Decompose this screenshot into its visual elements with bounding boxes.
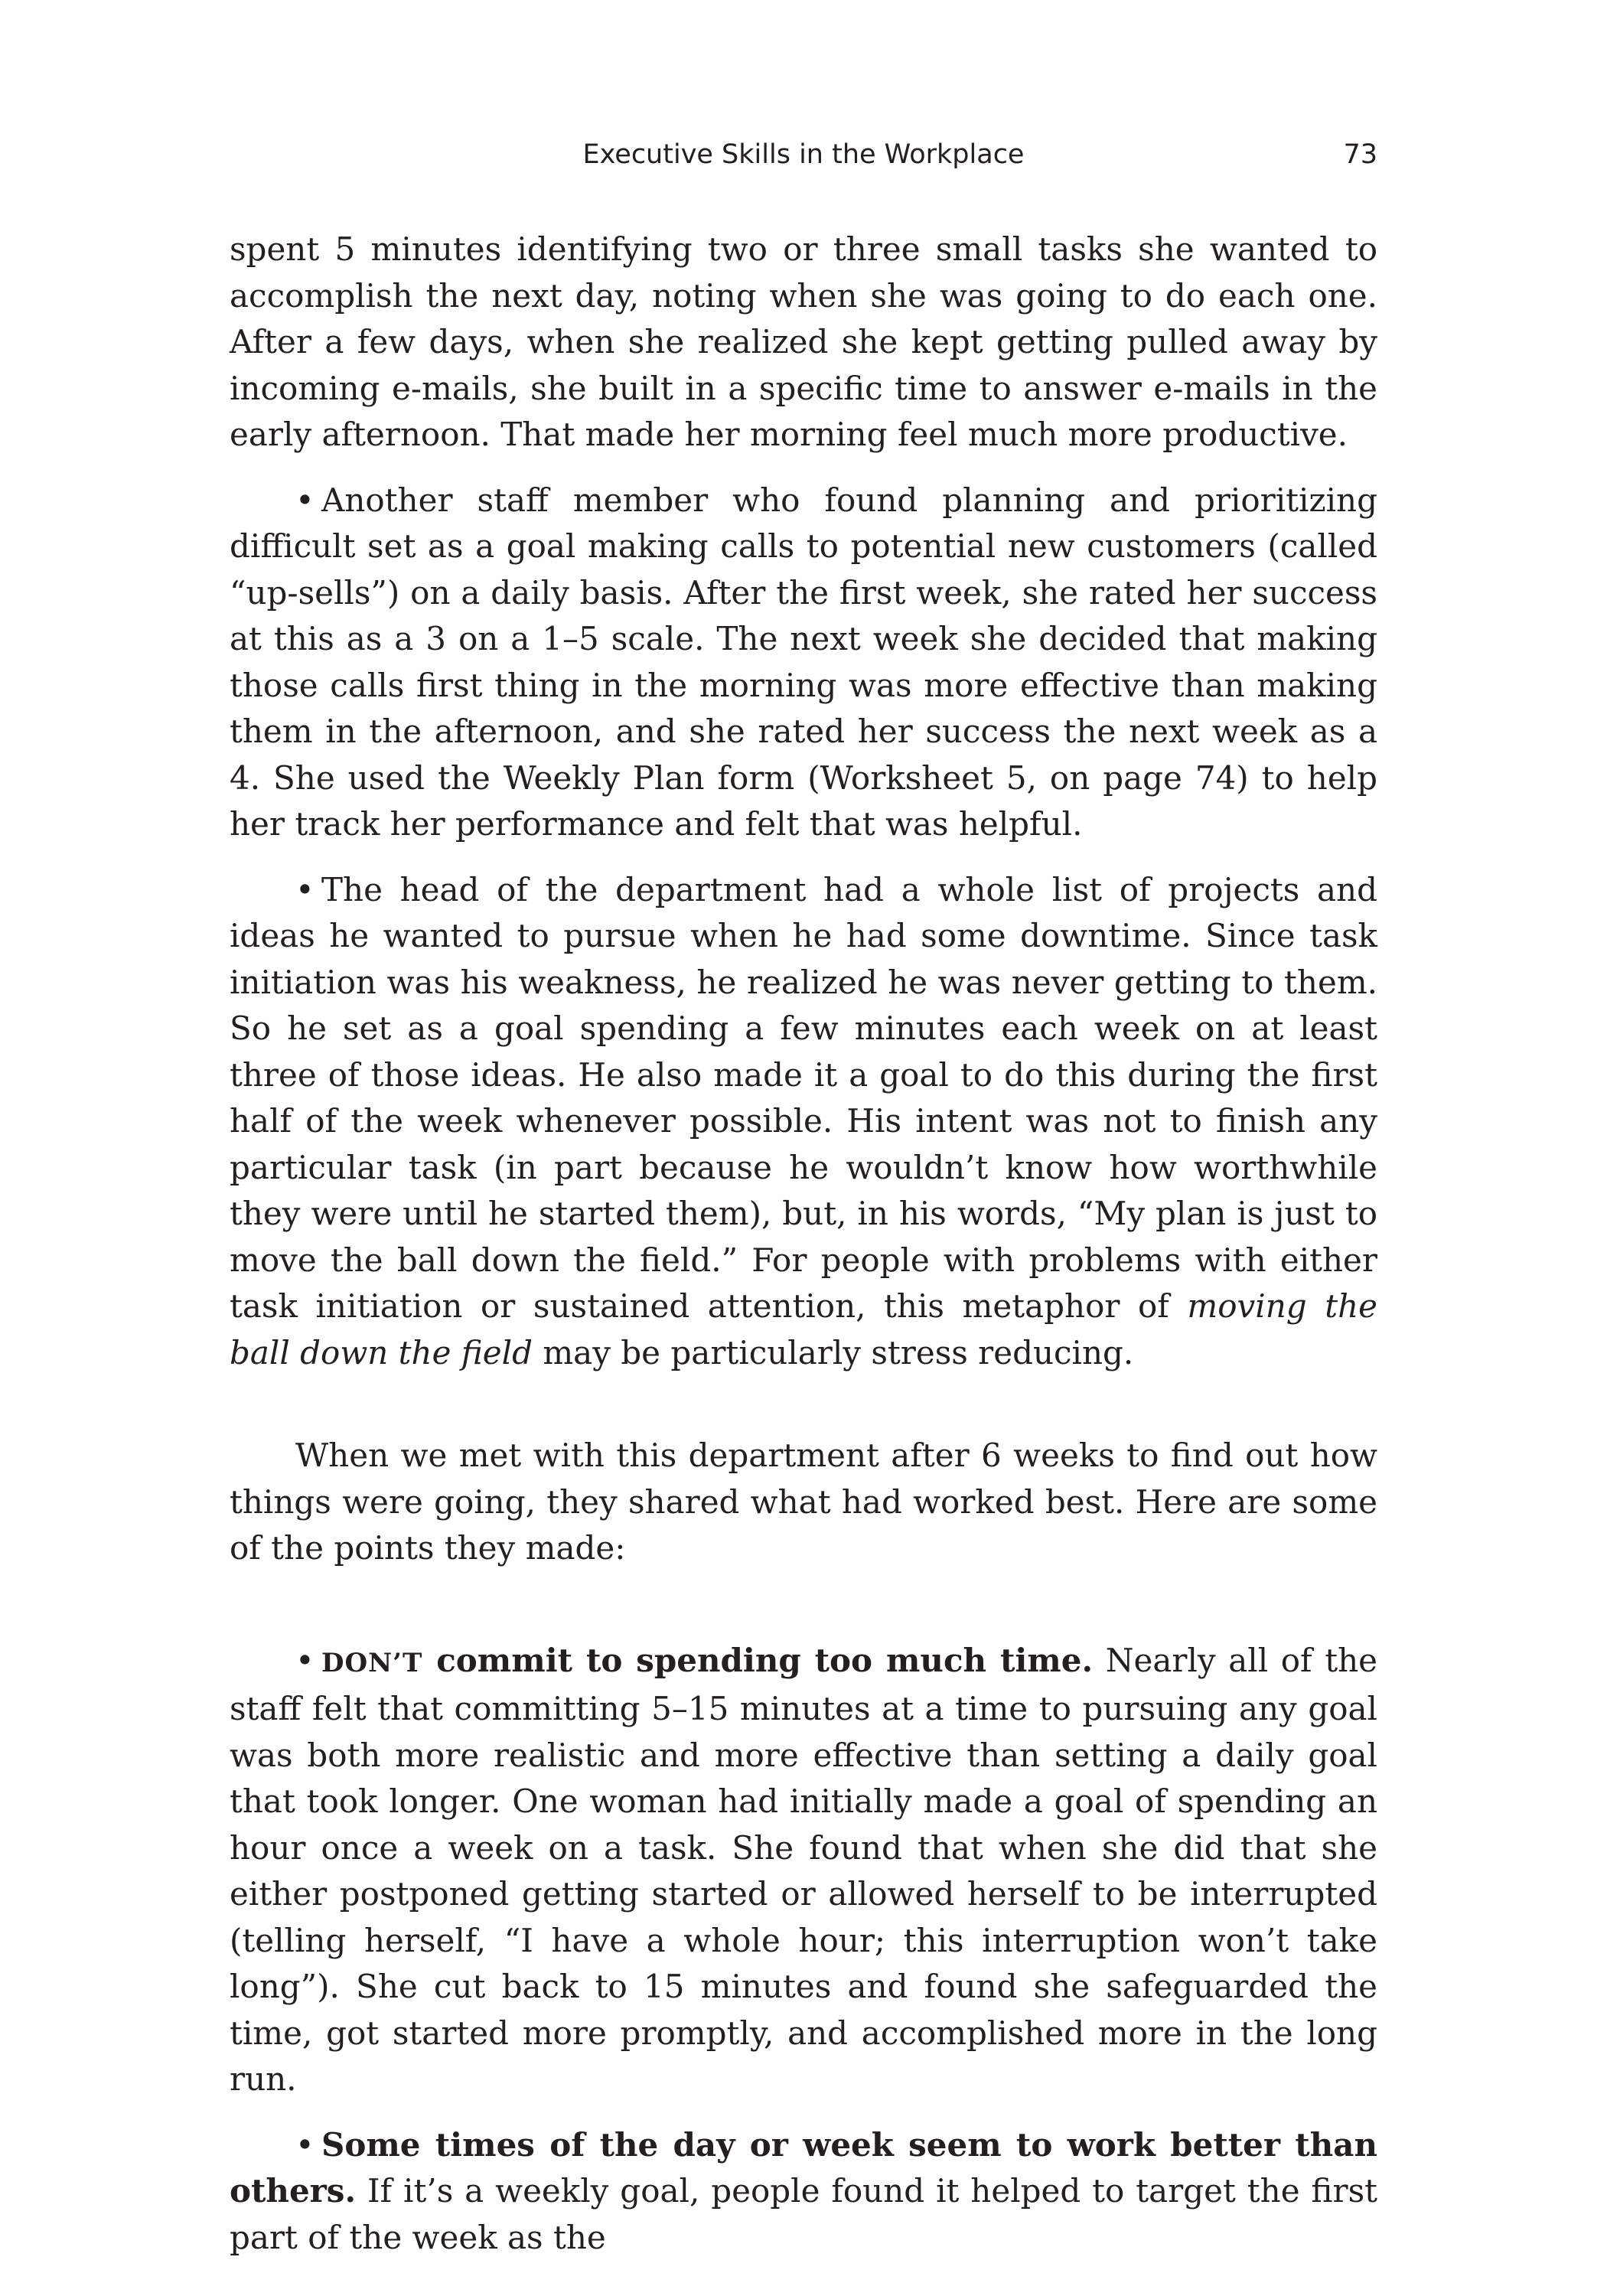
bullet-item-department-head (230, 867, 1377, 1377)
bullet-text-end: may be particularly stress reducing. (533, 1333, 1134, 1371)
small-caps-word: DON’T (321, 1647, 423, 1678)
bullet-icon: • (295, 870, 315, 908)
italic-phrase: moving the ball down the field (230, 1287, 1377, 1371)
bullet-icon: • (295, 481, 315, 519)
paragraph-meeting: When we met with this department after 6 weeks to find out how things were going, they shared what had worked best. Here are some of the points they made: (230, 1437, 1377, 1567)
bullet-heading (321, 1642, 1093, 1679)
page-number: 73 (1343, 139, 1377, 170)
bullet-text: Nearly all of the staff felt that committing 5–15 minutes at a time to pursuing any goal was both more realistic and more effective than setting a daily goal that took longer. One woman had initially made a goal of spending an hour once a week on a task. She found that when she did that she either postponed getting started or allowed herself to be interrupted (telling herself, “I have a whole hour; this interruption won’t take long”). She cut back to 15 minutes and found she safeguarded the time, got started more promptly, and accomplished more in the long run. (230, 1641, 1377, 2098)
running-head (230, 132, 1377, 178)
running-title: Executive Skills in the Workplace (582, 139, 1025, 170)
bullet-heading: Some times of the day or week seem to work better than others. (230, 2125, 1377, 2210)
bullet-text: Another staff member who found planning and prioritizing difficult set as a goal making calls to potential new customers (called “up-sells”) on a daily basis. After the first week, she rated her success at this as a 3 on a 1–5 scale. The next week she decided that making those calls first thing in the morning was more effective than making them in the afternoon, and she rated her success the next week as a 4. She used the Weekly Plan form (Worksheet 5, on page 74) to help her track her performance and felt that was helpful. (230, 481, 1377, 843)
bullet-heading-text: commit to spending too much time. (422, 1641, 1094, 1679)
bullet-item-times-of-day (230, 2122, 1377, 2262)
bullet-text: The head of the department had a whole list of projects and ideas he wanted to pursue when he had some downtime. Since task initiation was his weakness, he realized he was never getting to them. So he set as a goal spending a few minutes each week on at least three of those ideas. He also made it a goal to do this during the first half of the week whenever possible. His intent was not to finish any particular task (in part because he wouldn’t know how worthwhile they were until he started them), but, in his words, “My plan is just to move the ball down the field.” For people with problems with either task initiation or sustained attention, this metaphor of (230, 870, 1377, 1325)
bullet-icon: • (295, 2125, 315, 2164)
bullet-item-time-commitment (230, 1638, 1377, 2103)
bullet-icon: • (295, 1641, 315, 1679)
bullet-text: If it’s a weekly goal, people found it helped to target the first part of the week as the (230, 2172, 1377, 2256)
paragraph-continued: spent 5 minutes identifying two or three small tasks she wanted to accomplish the next day, noting when she was going to do each one. After a few days, when she realized she kept getting pulled away by incoming e-mails, she built in a specific time to answer e-mails in the early afternoon. That made her morning feel much more productive. (230, 230, 1377, 453)
bullet-item-up-sells (230, 478, 1377, 848)
body-text (230, 227, 1377, 2261)
